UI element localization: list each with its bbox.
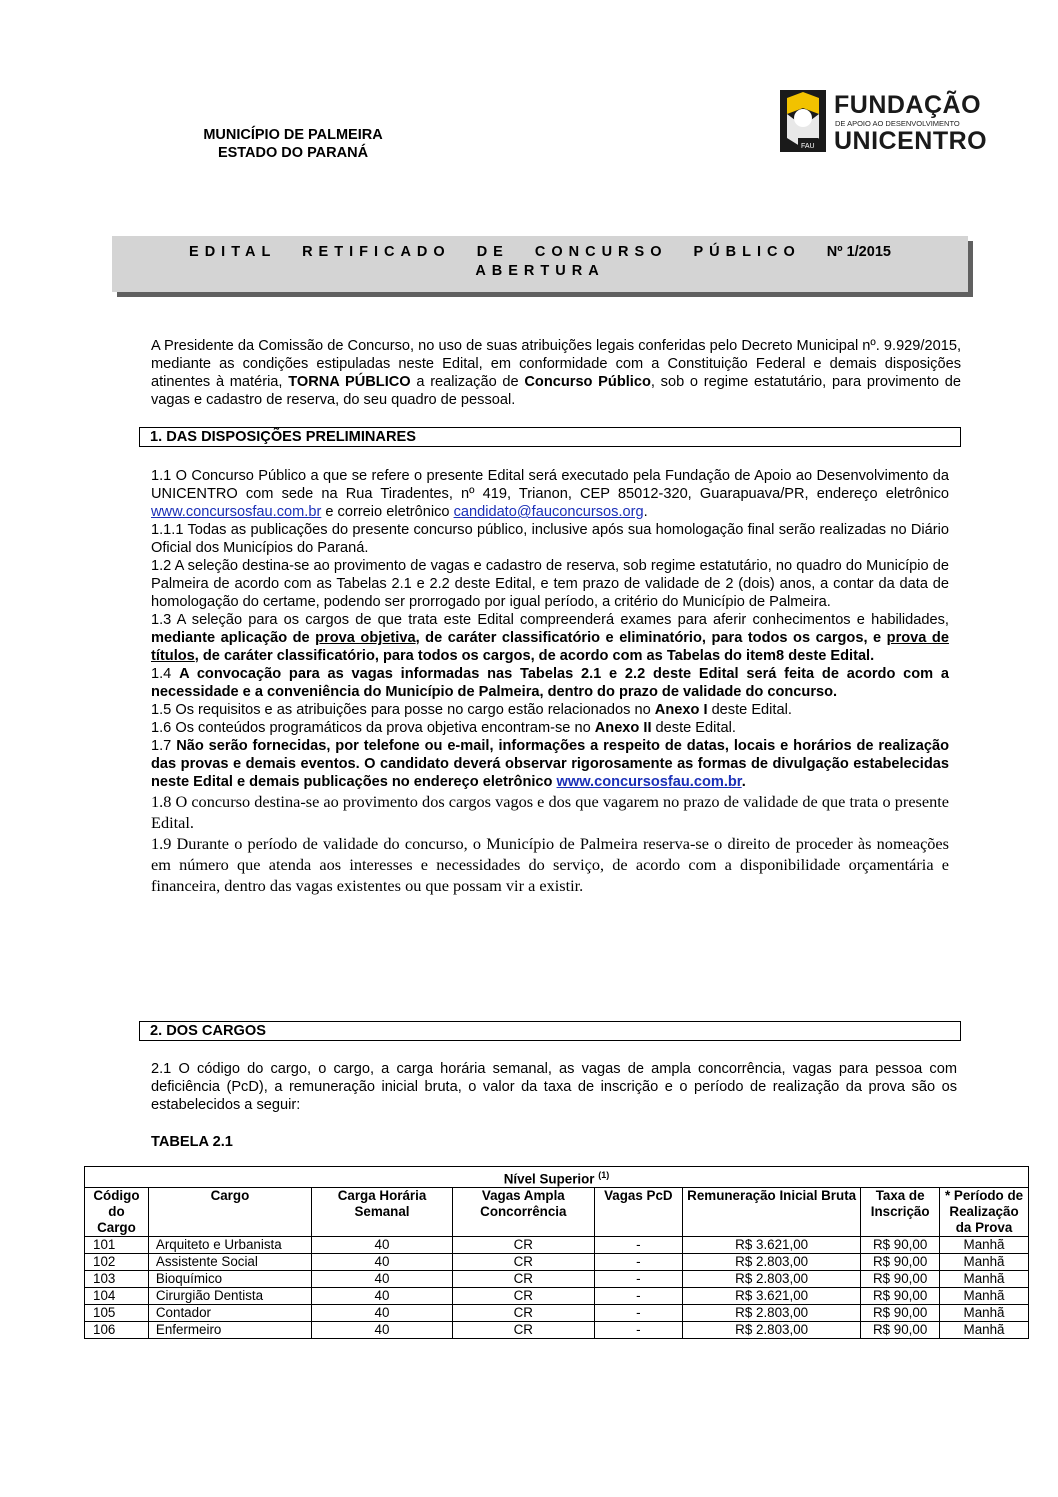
logo-word-fundacao: FUNDAÇÃO [834,91,982,119]
col-header-carga: Carga Horária Semanal [311,1188,452,1237]
cell-carga: 40 [311,1305,452,1322]
cell-vagas-pcd: - [594,1254,683,1271]
estado-name: ESTADO DO PARANÁ [217,145,369,161]
cell-carga: 40 [311,1322,452,1339]
clause-1-6-c: deste Edital. [651,720,736,736]
clause-1-9: 1.9 Durante o período de validade do concurso, o Município de Palmeira reserva-se o direito de proceder às nomeações em número que atenda aos interesses e necessidades do serviço, de acordo com a disponibilidade orçamentária e financeira, dentro das vagas existentes ou que possam vir a existir. [151,834,949,895]
cell-vagas-pcd: - [594,1305,683,1322]
fau-logo-icon [778,88,828,156]
cell-vagas-pcd: - [594,1237,683,1254]
clause-1-6 [151,719,949,737]
table-row [85,1305,1029,1322]
cell-cargo: Assistente Social [148,1254,311,1271]
cell-remuneracao: R$ 3.621,00 [683,1237,861,1254]
fau-badge-text: FAU [801,143,815,150]
cell-cargo: Arquiteto e Urbanista [148,1237,311,1254]
clause-2-1: 2.1 O código do cargo, o cargo, a carga horária semanal, as vagas de ampla concorrência, vagas para pessoa com deficiência (PcD), a remuneração inicial bruta, o valor da taxa de inscrição e o período de realização da prova são os estabelecidos a seguir: [151,1061,957,1113]
edital-title: EDITAL RETIFICADO DE CONCURSO PÚBLICO [189,244,801,260]
cell-periodo: Manhã [940,1254,1029,1271]
cell-vagas-ampla: CR [453,1254,594,1271]
cell-remuneracao: R$ 2.803,00 [683,1254,861,1271]
cell-remuneracao: R$ 3.621,00 [683,1288,861,1305]
clause-1-5 [151,701,949,719]
edital-title-banner [112,236,968,292]
section-1-heading: 1. DAS DISPOSIÇÕES PRELIMINARES [139,427,961,447]
table-title: TABELA 2.1 [151,1134,233,1150]
clause-1-7-a: 1.7 [151,738,177,754]
clause-1-5-anexo: Anexo I [654,702,708,718]
cell-remuneracao: R$ 2.803,00 [683,1271,861,1288]
clause-1-6-a: 1.6 Os conteúdos programáticos da prova objetiva encontram-se no [151,720,595,736]
logo-word-unicentro: UNICENTRO [834,127,988,155]
group-header [85,1167,1029,1188]
clause-1-1 [151,467,949,521]
email-link[interactable]: candidato@fauconcursos.org [453,504,644,520]
cell-codigo: 101 [85,1237,149,1254]
cell-taxa: R$ 90,00 [861,1305,940,1322]
clause-1-3-prova-titulos: prova de títulos [151,630,949,664]
col-header-vagas-ampla: Vagas Ampla Concorrência [453,1188,594,1237]
cell-vagas-pcd: - [594,1322,683,1339]
cell-vagas-ampla: CR [453,1288,594,1305]
cell-vagas-ampla: CR [453,1322,594,1339]
cell-taxa: R$ 90,00 [861,1271,940,1288]
intro-text-2: a realização de [410,374,525,390]
clause-1-7 [151,737,949,791]
col-header-cargo: Cargo [148,1188,311,1237]
clause-1-1-mid: e correio eletrônico [321,504,454,520]
positions-table [84,1166,1029,1339]
intro-paragraph [151,337,961,409]
cell-vagas-pcd: - [594,1288,683,1305]
logo-tagline: DE APOIO AO DESENVOLVIMENTO [835,119,960,128]
clause-1-3-b: mediante aplicação de [151,630,316,646]
col-header-vagas-pcd: Vagas PcD [594,1188,683,1237]
section-1-body [151,467,949,896]
group-header-label: Nível Superior [503,1171,595,1187]
cell-codigo: 104 [85,1288,149,1305]
clause-1-3 [151,611,949,665]
clause-1-4-b: A convocação para as vagas informadas nas Tabelas 2.1 e 2.2 deste Edital será feita de acordo com a necessidade e a conveniência do Município de Palmeira, dentro do prazo de validade do concurso. [151,666,950,700]
website-link[interactable]: www.concursosfau.com.br [151,504,322,520]
table-row [85,1288,1029,1305]
cell-codigo: 103 [85,1271,149,1288]
municipality-header [190,126,396,162]
municipio-name: MUNICÍPIO DE PALMEIRA [203,127,383,143]
cell-remuneracao: R$ 2.803,00 [683,1305,861,1322]
cell-vagas-ampla: CR [453,1271,594,1288]
cell-cargo: Contador [148,1305,311,1322]
cell-periodo: Manhã [940,1288,1029,1305]
clause-1-1-text: 1.1 O Concurso Público a que se refere o presente Edital será executado pela Fundação de Apoio ao Desenvolvimento da UNICENTRO com sede na Rua Tiradentes, nº 419, Trianon, CEP 85012-320, Guarapuava/PR, endereço eletrônico [151,468,949,502]
cell-remuneracao: R$ 2.803,00 [683,1322,861,1339]
cell-carga: 40 [311,1288,452,1305]
col-header-codigo: Código do Cargo [85,1188,149,1237]
cell-carga: 40 [311,1237,452,1254]
cell-taxa: R$ 90,00 [861,1254,940,1271]
clause-1-7-b: Não serão fornecidas, por telefone ou e-mail, informações a respeito de datas, locais e horários de realização das provas e demais eventos. O candidato deverá observar rigorosamente as formas de divulgação estabelecidas neste Edital e demais publicações no endereço eletrônico [151,738,949,790]
clause-1-2: 1.2 A seleção destina-se ao provimento de vagas e cadastro de reserva, sob regime estatutário, no quadro do Município de Palmeira de acordo com as Tabelas 2.1 e 2.2 deste Edital, e tem prazo de validade de 2 (dois) anos, a contar da data de homologação do certame, podendo ser prorrogado por igual período, a critério do Município de Palmeira. [151,558,949,610]
intro-text-3: , sob o regime estatutário, para provimento de vagas e cadastro de reserva, do seu quadro de pessoal. [151,374,961,408]
cell-cargo: Enfermeiro [148,1322,311,1339]
cell-periodo: Manhã [940,1237,1029,1254]
cell-cargo: Bioquímico [148,1271,311,1288]
cell-periodo: Manhã [940,1271,1029,1288]
clause-1-4-a: 1.4 [151,666,180,682]
clause-1-3-f: , de caráter classificatório, para todos os cargos, de acordo com as Tabelas do item8 deste Edital. [194,648,875,664]
cell-codigo: 102 [85,1254,149,1271]
table-row [85,1322,1029,1339]
cell-carga: 40 [311,1271,452,1288]
intro-bold-2: Concurso Público [524,374,651,390]
group-header-note: (1) [598,1170,610,1180]
edital-subtitle: ABERTURA [475,263,605,279]
intro-text-1: A Presidente da Comissão de Concurso, no uso de suas atribuições legais conferidas pelo Decreto Municipal nº. 9.929/2015, mediante as condições estipuladas neste Edital, em conformidade com a Constituição Federal e demais disposições atinentes à matéria, [151,338,961,390]
cell-taxa: R$ 90,00 [861,1288,940,1305]
clause-1-3-a: 1.3 A seleção para os cargos de que trata este Edital compreenderá exames para aferir conhecimentos e habilidades, [151,612,949,628]
col-header-taxa: Taxa de Inscrição [861,1188,940,1237]
cell-vagas-ampla: CR [453,1305,594,1322]
clause-1-4 [151,665,949,701]
cell-codigo: 106 [85,1322,149,1339]
edital-number: Nº 1/2015 [826,244,891,260]
clause-1-8: 1.8 O concurso destina-se ao provimento dos cargos vagos e dos que vagarem no prazo de validade de que trata o presente Edital. [151,792,949,832]
table-row [85,1237,1029,1254]
cell-taxa: R$ 90,00 [861,1237,940,1254]
clause-1-5-a: 1.5 Os requisitos e as atribuições para posse no cargo estão relacionados no [151,702,655,718]
col-header-periodo: * Período de Realização da Prova [940,1188,1029,1237]
cell-taxa: R$ 90,00 [861,1322,940,1339]
cell-periodo: Manhã [940,1322,1029,1339]
col-header-remuneracao: Remuneração Inicial Bruta [683,1188,861,1237]
cell-cargo: Cirurgião Dentista [148,1288,311,1305]
clause-1-7-end: . [741,774,746,790]
website-link-2[interactable]: www.concursosfau.com.br [556,774,742,790]
section-2-body [151,1060,957,1114]
cell-vagas-ampla: CR [453,1237,594,1254]
section-2-heading: 2. DOS CARGOS [139,1021,961,1041]
clause-1-1-end: . [643,504,648,520]
clause-1-1-1: 1.1.1 Todas as publicações do presente concurso público, inclusive após sua homologação final serão realizadas no Diário Oficial dos Municípios do Paraná. [151,522,949,556]
clause-1-6-anexo: Anexo II [594,720,652,736]
table-row [85,1271,1029,1288]
clause-1-3-d: , de caráter classificatório e eliminatório, para todos os cargos, e [415,630,887,646]
table-row [85,1254,1029,1271]
fau-logo [778,88,988,158]
intro-bold-1: TORNA PÚBLICO [288,374,411,390]
cell-vagas-pcd: - [594,1271,683,1288]
cell-periodo: Manhã [940,1305,1029,1322]
cell-codigo: 105 [85,1305,149,1322]
cell-carga: 40 [311,1254,452,1271]
clause-1-3-prova-objetiva: prova objetiva [315,630,416,646]
clause-1-5-c: deste Edital. [707,702,792,718]
